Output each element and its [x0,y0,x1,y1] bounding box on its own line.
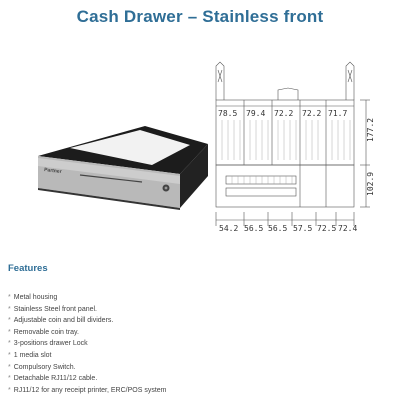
feature-item: * Metal housing [8,294,58,301]
dim-top-1: 78.5 [218,109,238,118]
page-title: Cash Drawer – Stainless front [76,7,324,26]
dim-bottom-6: 72.4 [338,224,358,233]
features-heading: Features [8,263,48,274]
feature-item: * 3-positions drawer Lock [8,340,88,348]
cash-drawer-photo [30,118,210,210]
feature-item: * Stainless Steel front panel. [8,305,98,313]
feature-item: * Compulsory Switch. [8,363,76,371]
dim-bottom-3: 56.5 [268,224,288,233]
dim-bottom-5: 72.5 [317,224,337,233]
feature-item: * 1 media slot [8,351,52,359]
features-list [8,292,167,396]
dim-bottom-4: 57.5 [293,224,313,233]
brand-label: Partner [43,167,62,176]
dim-bottom-2: 56.5 [244,224,264,233]
dim-right-upper: 177.2 [366,117,375,142]
dim-top-4: 72.2 [302,109,322,118]
feature-item: * Detachable RJ11/12 cable. [8,375,98,383]
feature-item: * RJ11/12 for any receipt printer, ERC/POS system [8,386,167,394]
dim-bottom-1: 54.2 [219,224,239,233]
dim-top-5: 71.7 [328,109,348,118]
dim-top-3: 72.2 [274,109,294,118]
dim-right-lower: 102.9 [366,171,375,196]
dim-top-2: 79.4 [246,109,266,118]
feature-item: * Adjustable coin and bill dividers. [8,317,114,325]
feature-item: * Removable coin tray. [8,328,79,336]
technical-drawing [210,60,378,236]
